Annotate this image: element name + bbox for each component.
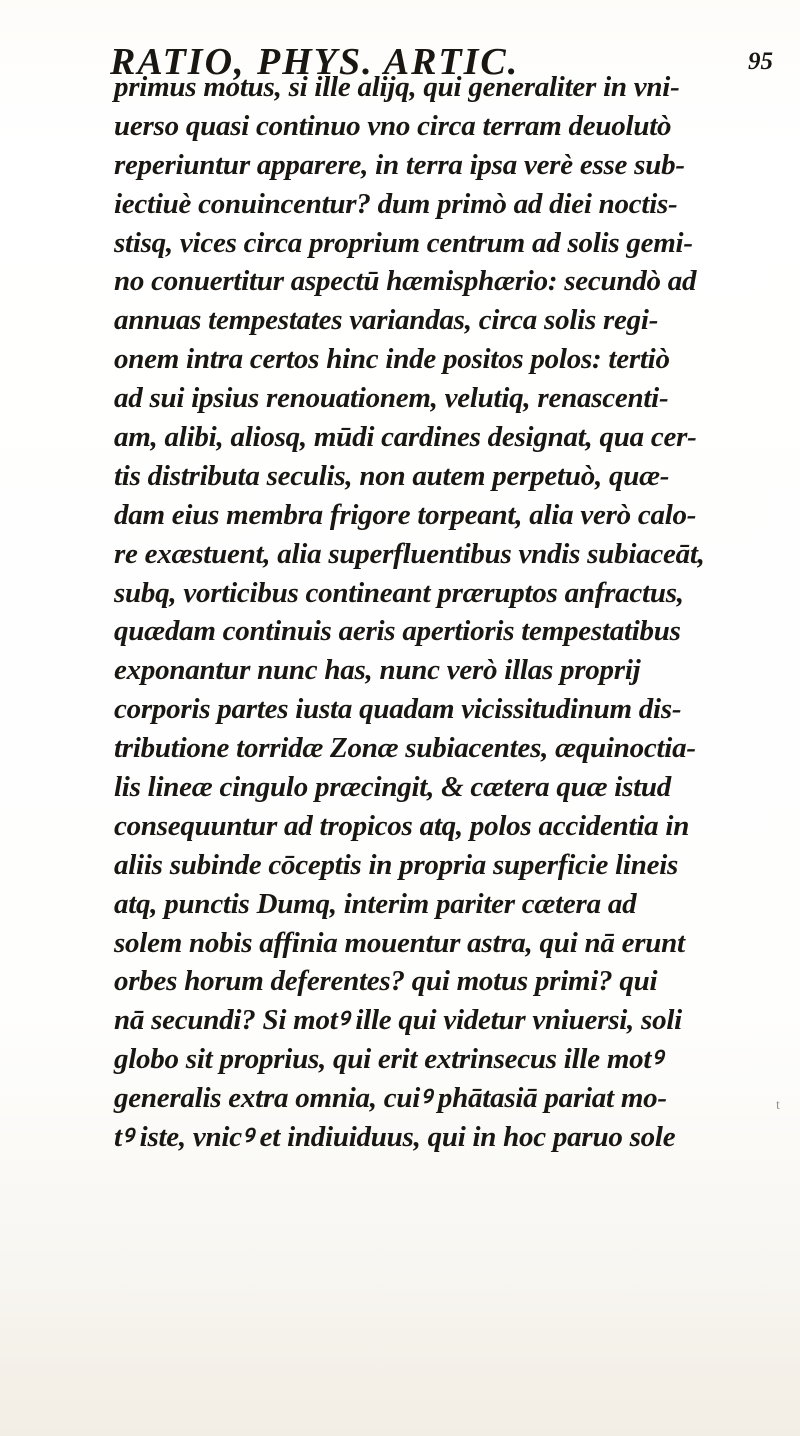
text-line-8: onem intra certos hinc inde positos polos: tertiò	[114, 343, 670, 376]
text-line-14: subq, vorticibus contineant præruptos anfractus,	[114, 576, 684, 609]
text-line-20: consequuntur ad tropicos atq, polos accidentia in	[114, 809, 690, 842]
text-line-28: tꝰ iste, vnicꝰ et indiuiduus, qui in hoc paruo sole	[114, 1121, 676, 1154]
text-line-24: orbes horum deferentes? qui motus primi? qui	[114, 965, 658, 998]
text-line-11: tis distributa seculis, non autem perpetuò, quæ-	[114, 459, 670, 492]
text-line-16: exponantur nunc has, nunc verò illas proprij	[114, 654, 641, 687]
text-line-22: atq, punctis Dumq, interim pariter cætera ad	[114, 887, 637, 920]
running-head: RATIO, PHYS. ARTIC.	[110, 41, 520, 83]
text-line-26: globo sit proprius, qui erit extrinsecus ille motꝰ	[114, 1043, 663, 1076]
text-line-3: reperiuntur apparere, in terra ipsa verè esse sub-	[114, 148, 685, 181]
text-line-13: re exæstuent, alia superfluentibus vndis subiaceāt,	[114, 537, 705, 570]
text-line-18: tributione torridæ Zonæ subiacentes, æquinoctia-	[114, 732, 696, 765]
body-text	[114, 68, 800, 1157]
text-line-9: ad sui ipsius renouationem, velutiq, renascenti-	[114, 382, 669, 415]
margin-mark: t	[776, 1098, 780, 1113]
text-line-10: am, alibi, aliosq, mūdi cardines designat, qua cer-	[114, 421, 697, 454]
page-number: 95	[748, 48, 773, 75]
paper-bottom-edge	[0, 1276, 800, 1436]
text-line-25: nā secundi? Si motꝰ ille qui videtur vniuersi, soli	[114, 1004, 682, 1037]
text-line-4: iectiuè conuincentur? dum primò ad diei noctis-	[114, 187, 678, 220]
text-line-12: dam eius membra frigore torpeant, alia verò calo-	[114, 498, 697, 531]
text-line-17: corporis partes iusta quadam vicissitudinum dis-	[114, 693, 682, 726]
text-line-27: generalis extra omnia, cuiꝰ phātasiā pariat mo-	[114, 1082, 667, 1115]
text-line-23: solem nobis affinia mouentur astra, qui nā erunt	[114, 926, 685, 959]
text-line-5: stisq, vices circa proprium centrum ad solis gemi-	[114, 226, 693, 259]
text-line-21: aliis subinde cōceptis in propria superficie lineis	[114, 848, 679, 881]
text-line-6: no conuertitur aspectū hæmisphærio: secundò ad	[114, 265, 697, 298]
text-line-19: lis lineæ cingulo præcingit, & cætera quæ istud	[114, 771, 672, 804]
text-line-7: annuas tempestates variandas, circa solis regi-	[114, 304, 659, 337]
text-line-1: primus motus, si ille alijq, qui generaliter in vni-	[114, 71, 680, 103]
text-line-2: uerso quasi continuo vno circa terram deuolutò	[114, 109, 672, 142]
text-line-15: quædam continuis aeris apertioris tempestatibus	[114, 615, 681, 648]
